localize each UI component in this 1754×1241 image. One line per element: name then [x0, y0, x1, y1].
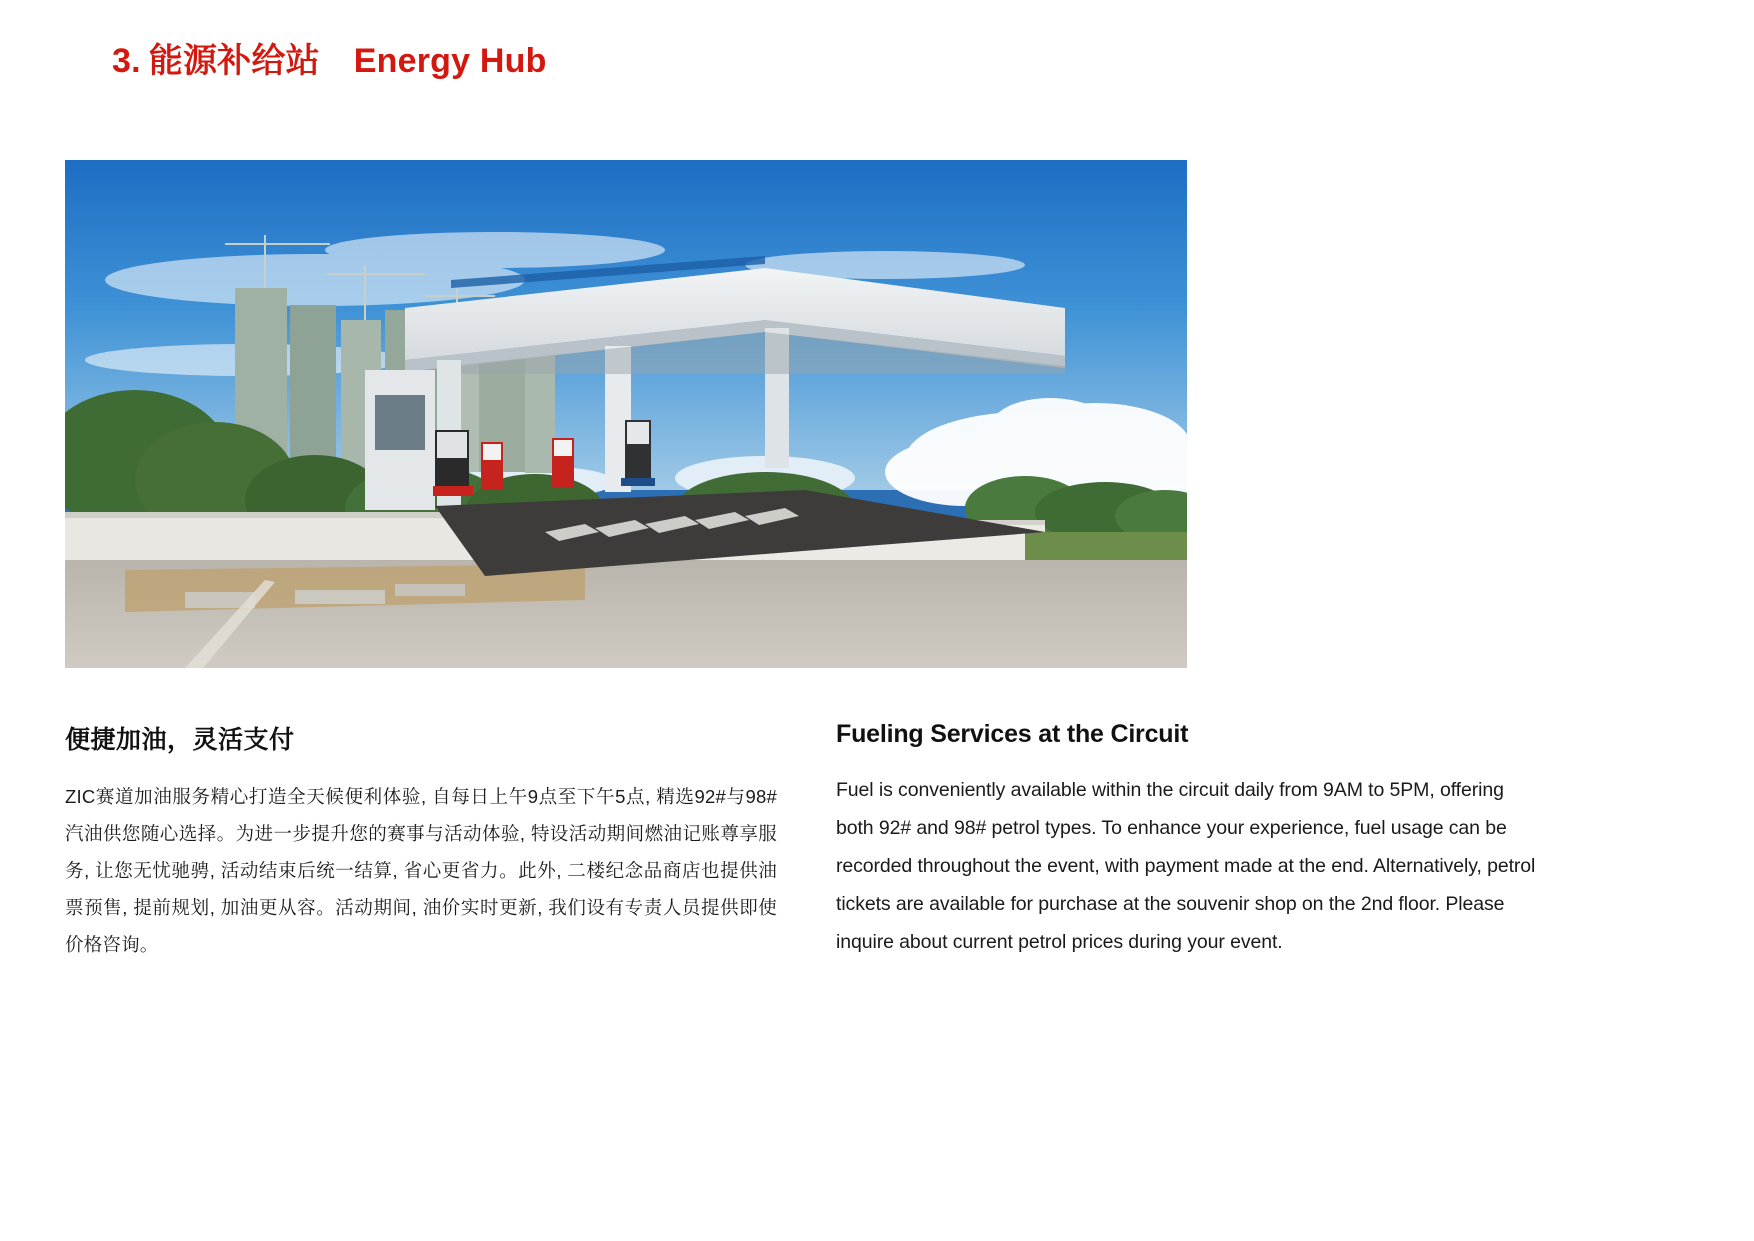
energy-hub-photo: [65, 160, 1187, 668]
right-text-column: [836, 720, 1536, 961]
subtitle-cn: 便捷加油，灵活支付: [65, 726, 295, 754]
page-title: [112, 33, 547, 82]
body-text-cn: ZIC赛道加油服务精心打造全天候便利体验, 自每日上午9点至下午5点, 精选92#与98#汽油供您随心选择。为进一步提升您的赛事与活动体验, 特设活动期间燃油记账尊享服务, 让您无忧驰骋, 活动结束后统一结算, 省心更省力。此外, 二楼纪念品商店也提供油票预售, 提前规划, 加油更从容。活动期间, 油价实时更新, 我们设有专责人员提供即使价格咨询。: [65, 786, 777, 955]
section-title-cn: 能源补给站: [148, 42, 320, 80]
subtitle-en: Fueling Services at the Circuit: [836, 720, 1189, 748]
section-title-en: Energy Hub: [353, 42, 547, 80]
left-text-column: [65, 720, 777, 963]
body-text-en: Fuel is conveniently available within the circuit daily from 9AM to 5PM, offering both 92# and 98# petrol types. To enhance your experience, fuel usage can be recorded throughout the event, with payment made at the end. Alternatively, petrol tickets are available for purchase at the souvenir shop on the 2nd floor. Please inquire about current petrol prices during your event.: [836, 779, 1536, 954]
photo-illustration: [65, 160, 1187, 668]
section-number: 3.: [112, 42, 141, 80]
